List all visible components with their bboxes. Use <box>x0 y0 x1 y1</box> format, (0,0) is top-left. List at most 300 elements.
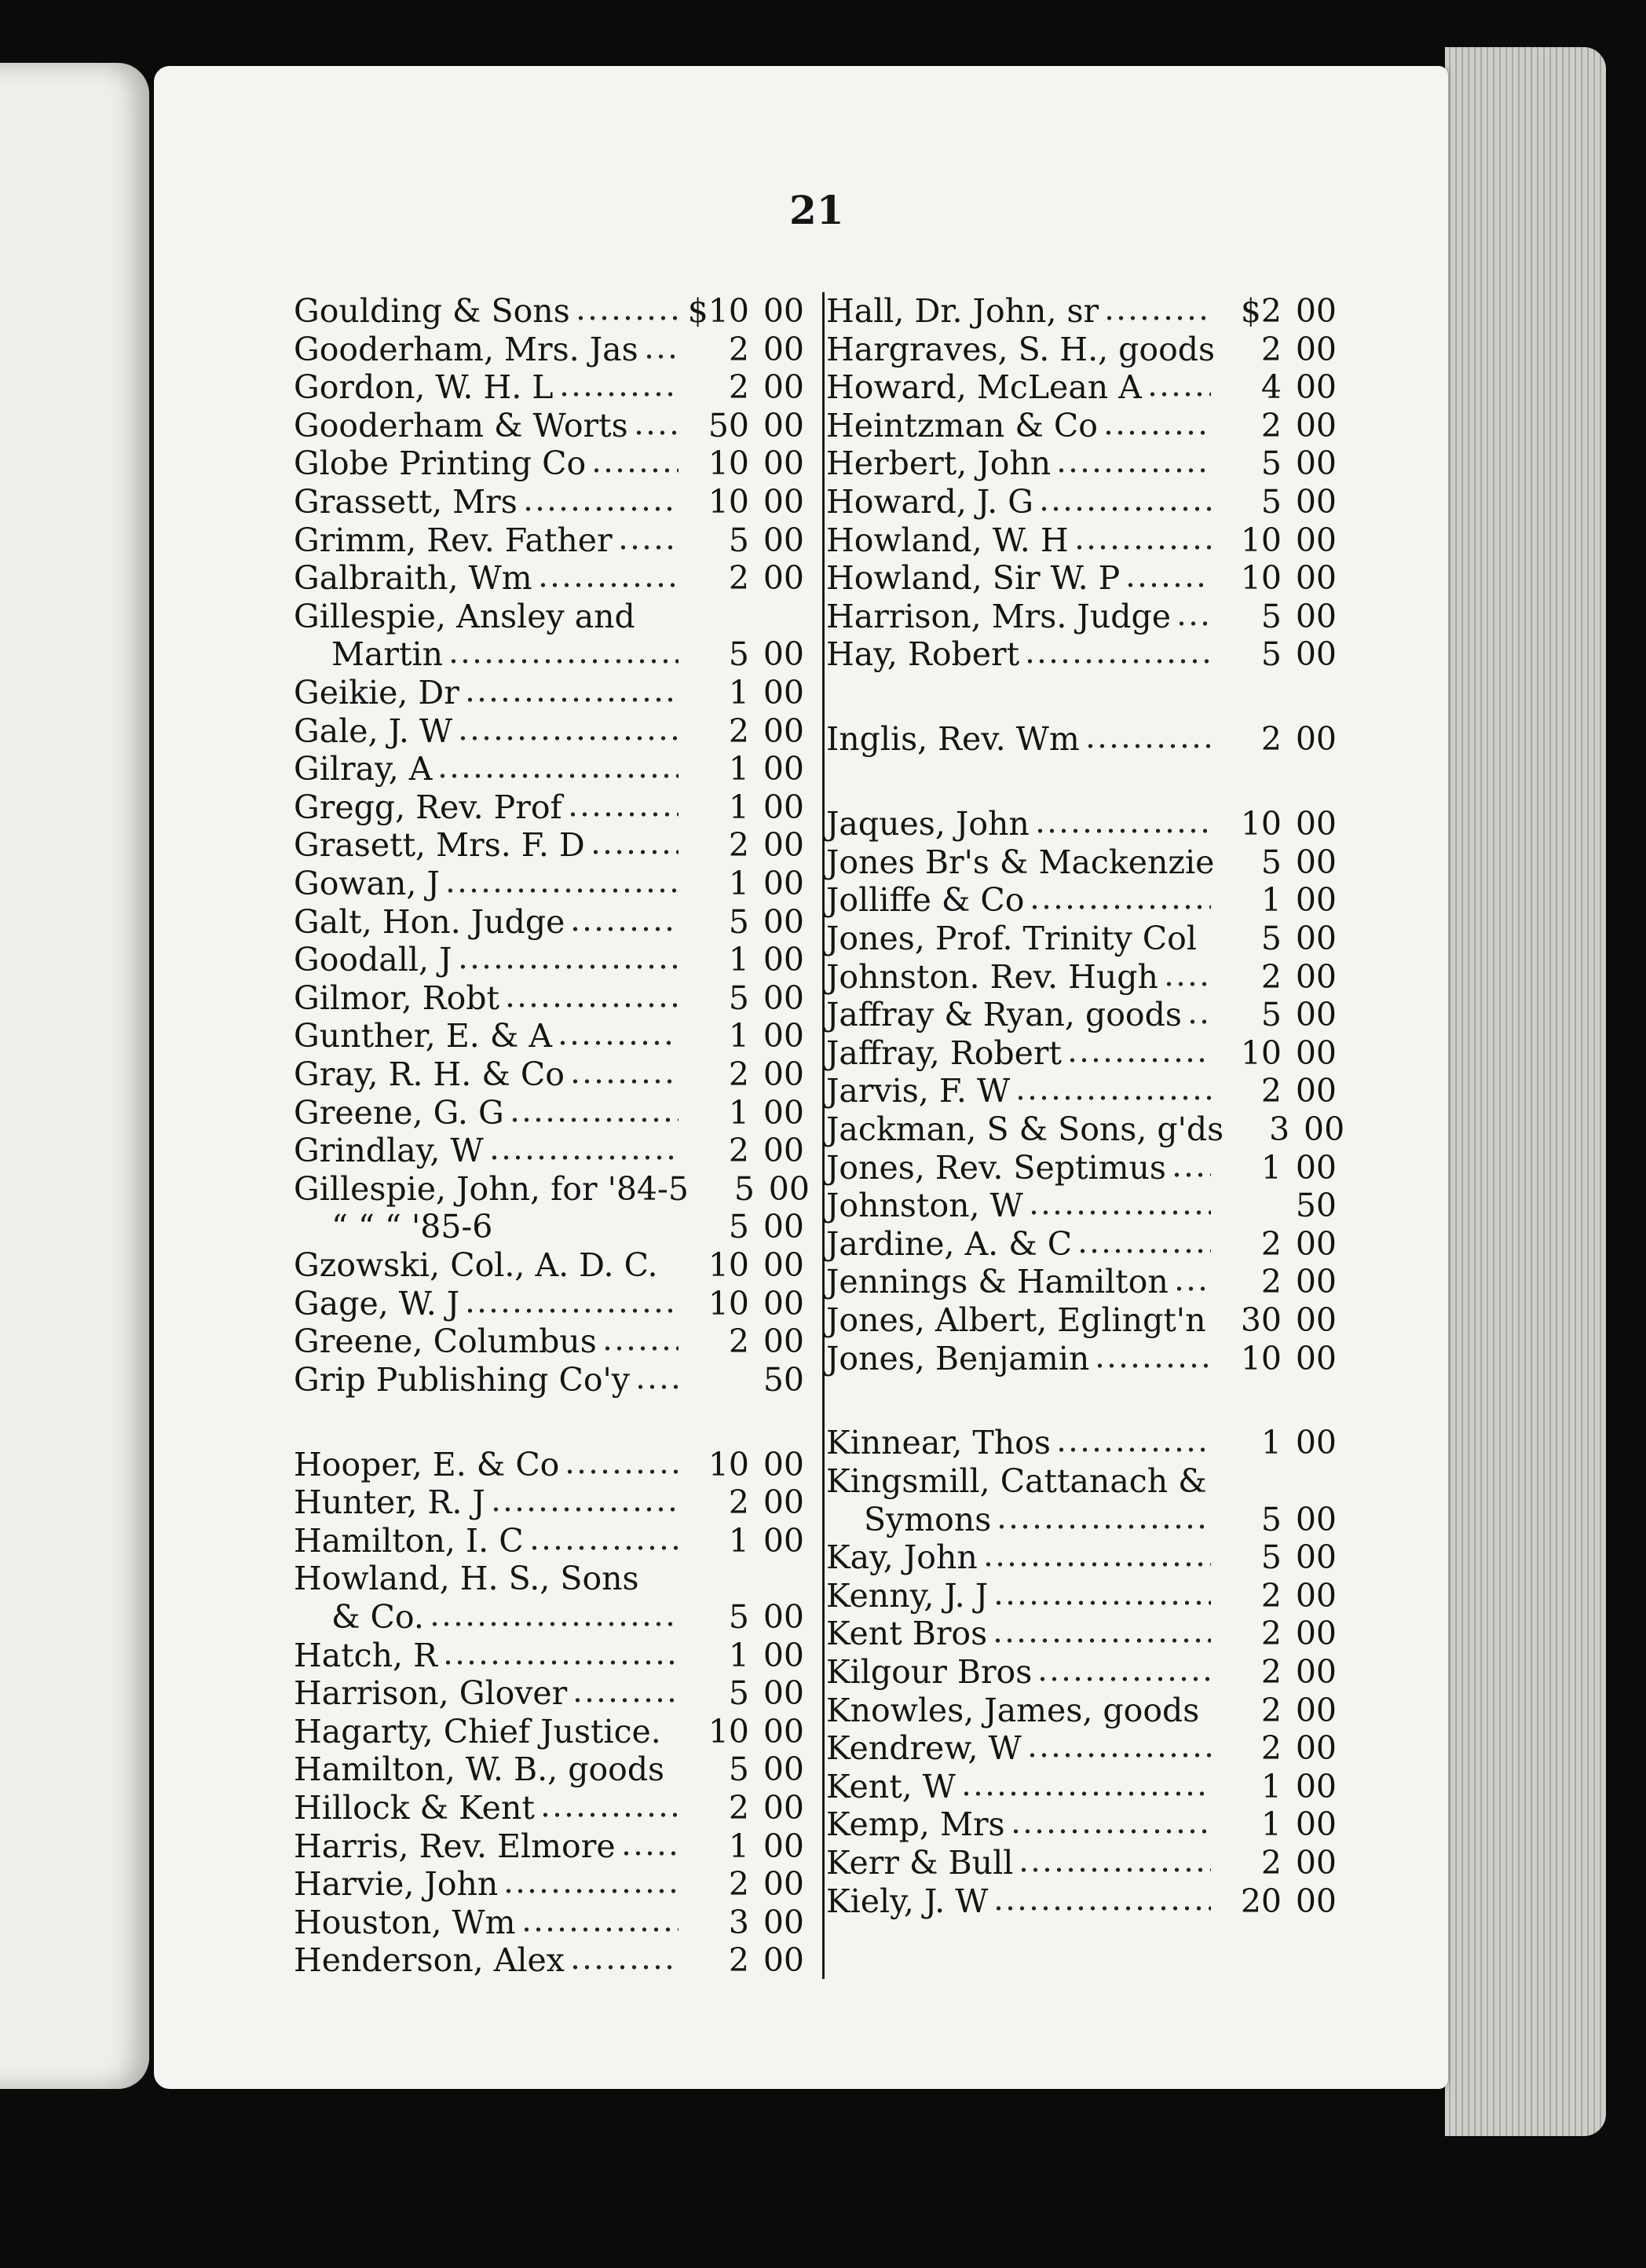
entry-name: Harvie, John <box>294 1865 499 1903</box>
amount-cents: 00 <box>763 1285 804 1322</box>
amount-cents: 00 <box>763 1904 804 1941</box>
dot-leader <box>1034 811 1211 835</box>
dot-leader <box>1037 1659 1211 1683</box>
dot-leader <box>620 1834 679 1857</box>
list-entry <box>826 1340 1337 1377</box>
list-entry <box>294 444 804 482</box>
list-entry <box>826 1882 1337 1920</box>
entry-name: Howard, McLean A <box>826 368 1142 406</box>
amount-cents: 00 <box>763 1789 804 1827</box>
amount-cents: 00 <box>763 1827 804 1865</box>
amount-cents: 00 <box>763 1637 804 1674</box>
amount-dollars: 2 <box>728 1865 749 1903</box>
dot-leader <box>442 1643 679 1666</box>
amount-dollars: 2 <box>728 559 749 597</box>
amount-cents: 00 <box>1295 1538 1337 1576</box>
list-entry <box>826 1424 1337 1461</box>
amount-dollars: 2 <box>728 368 749 406</box>
entry-name: Jones, Albert, Eglingt'n <box>826 1301 1206 1339</box>
amount-cents: 00 <box>1295 1805 1337 1843</box>
amount-dollars: 1 <box>728 865 749 902</box>
entry-name: & Co. <box>331 1598 424 1636</box>
list-entry <box>294 598 804 635</box>
dot-leader <box>558 375 679 398</box>
entry-name: Hamilton, I. C <box>294 1522 524 1560</box>
list-entry <box>294 1208 804 1246</box>
list-entry <box>294 750 804 788</box>
list-entry <box>826 1538 1337 1576</box>
list-entry <box>826 1501 1337 1538</box>
amount-cents: 00 <box>1295 1729 1337 1767</box>
amount-cents: 00 <box>1295 1301 1337 1339</box>
entry-name: Grip Publishing Co'y <box>294 1361 630 1399</box>
dot-leader <box>569 1062 679 1085</box>
amount-cents: 00 <box>763 1132 804 1169</box>
column-divider <box>822 292 825 1979</box>
amount-dollars: 2 <box>1260 1263 1282 1300</box>
list-entry <box>826 996 1337 1033</box>
amount-cents: 00 <box>1295 720 1337 758</box>
list-entry <box>294 1361 804 1399</box>
entry-name: Hagarty, Chief Justice. <box>294 1713 661 1750</box>
amount-dollars: 5 <box>1260 444 1282 482</box>
list-entry <box>826 1577 1337 1615</box>
dot-leader <box>509 1100 679 1124</box>
list-entry <box>826 1805 1337 1843</box>
list-entry <box>826 368 1337 406</box>
dot-leader <box>1103 298 1211 322</box>
entry-name: Galbraith, Wm <box>294 559 532 597</box>
amount-cents: 00 <box>1295 843 1337 881</box>
amount-cents: 00 <box>763 292 804 330</box>
dot-leader <box>1125 565 1211 589</box>
amount-dollars: 5 <box>1260 598 1282 635</box>
list-entry <box>826 1187 1337 1224</box>
dot-leader <box>1074 528 1211 551</box>
dot-leader <box>537 565 679 589</box>
amount-cents: 00 <box>1295 444 1337 482</box>
list-entry <box>826 1110 1345 1148</box>
amount-dollars: 5 <box>728 1750 749 1788</box>
amount-dollars: 2 <box>728 1483 749 1521</box>
amount-dollars: 5 <box>728 1208 749 1246</box>
list-entry <box>826 720 1337 758</box>
list-entry <box>294 865 804 902</box>
amount-dollars: 2 <box>1260 331 1282 368</box>
amount-dollars: 5 <box>1260 1538 1282 1576</box>
amount-cents: 00 <box>763 1055 804 1093</box>
list-entry <box>294 1322 804 1360</box>
amount-cents: 00 <box>1295 1615 1337 1652</box>
entry-name: Howland, Sir W. P <box>826 559 1121 597</box>
entry-name: Globe Printing Co <box>294 444 587 482</box>
amount-cents: 00 <box>1295 996 1337 1033</box>
list-entry <box>826 598 1337 635</box>
entry-name: Houston, Wm <box>294 1904 516 1941</box>
amount-cents: 00 <box>763 1713 804 1750</box>
amount-dollars: 5 <box>1260 843 1282 881</box>
dot-leader <box>1077 1231 1211 1255</box>
amount-cents: 00 <box>763 1446 804 1483</box>
amount-cents: 00 <box>763 331 804 368</box>
list-entry <box>294 1132 804 1169</box>
amount-dollars: 1 <box>1260 1149 1282 1187</box>
amount-cents: 00 <box>1295 1263 1337 1300</box>
list-entry <box>294 1285 804 1322</box>
amount-dollars: 5 <box>728 903 749 941</box>
entry-name: Gregg, Rev. Prof <box>294 788 562 826</box>
amount-cents: 00 <box>1295 1692 1337 1729</box>
amount-cents: 00 <box>1295 920 1337 957</box>
list-entry <box>294 903 804 941</box>
amount-dollars: 1 <box>728 1522 749 1560</box>
amount-cents: 00 <box>763 1522 804 1560</box>
amount-dollars: 2 <box>1260 407 1282 444</box>
amount-cents: 00 <box>763 635 804 673</box>
entry-name: Gordon, W. H. L <box>294 368 554 406</box>
amount-cents: 00 <box>763 444 804 482</box>
amount-dollars: 5 <box>728 1598 749 1636</box>
list-entry <box>294 788 804 826</box>
list-entry <box>826 1729 1337 1767</box>
amount-cents: 00 <box>763 1322 804 1360</box>
list-entry <box>294 674 804 711</box>
amount-dollars: 50 <box>708 407 749 444</box>
entry-name: Henderson, Alex <box>294 1941 565 1979</box>
amount-cents: 00 <box>763 712 804 750</box>
dot-leader <box>635 1367 679 1391</box>
entry-name: Hooper, E. & Co <box>294 1446 560 1483</box>
amount-dollars: 5 <box>1260 1501 1282 1538</box>
amount-dollars: 2 <box>1260 1072 1282 1110</box>
amount-dollars: 1 <box>728 750 749 788</box>
amount-cents: 00 <box>763 826 804 864</box>
dot-leader <box>1094 1346 1211 1370</box>
dot-leader <box>1055 451 1211 474</box>
amount-cents: 00 <box>763 788 804 826</box>
entry-name: Kiely, J. W <box>826 1882 989 1920</box>
dot-leader <box>521 1910 679 1933</box>
amount-cents: 00 <box>1295 1149 1337 1187</box>
entry-name: Inglis, Rev. Wm <box>826 720 1080 758</box>
list-entry <box>826 958 1337 996</box>
amount-dollars: 2 <box>1260 1653 1282 1691</box>
entry-name: Gowan, J <box>294 865 440 902</box>
list-entry <box>294 1827 804 1865</box>
entry-name: Kingsmill, Cattanach & <box>826 1462 1207 1500</box>
dot-leader <box>504 986 679 1009</box>
amount-cents: 00 <box>763 559 804 597</box>
amount-cents: 00 <box>763 368 804 406</box>
dot-leader <box>982 1545 1211 1568</box>
entry-name: Hatch, R <box>294 1637 437 1674</box>
dot-leader <box>996 1507 1211 1531</box>
dot-leader <box>488 1138 679 1161</box>
dot-leader <box>1171 1155 1211 1179</box>
list-entry <box>294 1789 804 1827</box>
list-entry <box>826 331 1337 368</box>
list-entry <box>826 1034 1337 1072</box>
entry-name: Greene, G. G <box>294 1094 504 1132</box>
entry-name: Gilmor, Robt <box>294 979 499 1017</box>
list-entry <box>294 826 804 864</box>
entry-name: Grimm, Rev. Father <box>294 521 613 559</box>
page-number: 21 <box>789 187 844 233</box>
amount-dollars: 1 <box>728 674 749 711</box>
amount-cents: 00 <box>1295 559 1337 597</box>
amount-dollars: 5 <box>728 521 749 559</box>
entry-name: Hillock & Kent <box>294 1789 535 1827</box>
entry-name: Kinnear, Thos <box>826 1424 1051 1461</box>
dot-leader <box>557 1023 679 1047</box>
amount-dollars: 2 <box>1260 958 1282 996</box>
list-entry <box>826 1225 1337 1263</box>
amount-dollars: $2 <box>1240 292 1282 330</box>
dot-leader <box>617 528 679 551</box>
amount-dollars: 2 <box>728 331 749 368</box>
amount-dollars: 1 <box>1260 881 1282 919</box>
amount-cents: 00 <box>763 1246 804 1284</box>
entry-name: Jarvis, F. W <box>826 1072 1011 1110</box>
amount-dollars: 5 <box>728 635 749 673</box>
list-entry <box>826 635 1337 673</box>
amount-dollars: 10 <box>708 1285 749 1322</box>
dot-leader <box>1173 1269 1211 1293</box>
entry-name: Jones, Prof. Trinity Col <box>826 920 1197 957</box>
list-entry <box>826 1462 1337 1500</box>
amount-dollars: $10 <box>687 292 749 330</box>
dot-leader <box>1015 1078 1211 1102</box>
amount-cents: 00 <box>763 1208 804 1246</box>
amount-dollars: 2 <box>1260 1577 1282 1615</box>
entry-name: Greene, Columbus <box>294 1322 597 1360</box>
entry-name: Kent, W <box>826 1768 956 1805</box>
dot-leader <box>1029 887 1211 911</box>
list-entry <box>294 712 804 750</box>
list-entry <box>294 1941 804 1979</box>
amount-cents: 00 <box>1295 1340 1337 1377</box>
list-entry <box>826 920 1337 957</box>
entry-name: Martin <box>331 635 444 673</box>
amount-cents: 00 <box>1295 292 1337 330</box>
list-entry <box>294 1522 804 1560</box>
entry-name: Hall, Dr. John, sr <box>826 292 1099 330</box>
list-entry <box>826 559 1337 597</box>
amount-dollars: 1 <box>1260 1768 1282 1805</box>
entry-name: Grassett, Mrs <box>294 483 518 521</box>
entry-name: Grindlay, W <box>294 1132 484 1169</box>
entry-name: Kenny, J. J <box>826 1577 989 1615</box>
dot-leader <box>567 795 679 818</box>
dot-leader <box>1024 642 1211 665</box>
list-entry <box>294 1094 804 1132</box>
list-entry <box>826 521 1337 559</box>
dot-leader <box>457 719 679 742</box>
amount-dollars: 2 <box>728 826 749 864</box>
list-entry <box>294 521 804 559</box>
amount-cents: 00 <box>1295 1424 1337 1461</box>
amount-cents: 50 <box>1295 1187 1337 1224</box>
entry-name: Jones Br's & Mackenzie <box>826 843 1215 881</box>
entry-name: Jolliffe & Co <box>826 881 1025 919</box>
entry-name: Jennings & Hamilton <box>826 1263 1169 1300</box>
amount-dollars: 2 <box>1260 1729 1282 1767</box>
entry-name: Kerr & Bull <box>826 1844 1014 1882</box>
dot-leader <box>1026 1736 1211 1759</box>
list-entry <box>294 1055 804 1093</box>
list-entry <box>826 1301 1337 1339</box>
dot-leader <box>992 1621 1211 1644</box>
dot-leader <box>1028 1193 1211 1216</box>
entry-name: Kemp, Mrs <box>826 1805 1005 1843</box>
entry-name: Gunther, E. & A <box>294 1017 553 1055</box>
list-entry <box>294 1560 804 1597</box>
entry-name: Johnston, W <box>826 1187 1023 1224</box>
amount-dollars: 4 <box>1260 368 1282 406</box>
list-entry <box>294 559 804 597</box>
list-entry <box>294 331 804 368</box>
entry-name: Howland, H. S., Sons <box>294 1560 639 1597</box>
amount-cents: 00 <box>1295 521 1337 559</box>
dot-leader <box>1163 964 1211 988</box>
amount-cents: 00 <box>763 1941 804 1979</box>
entry-name: Galt, Hon. Judge <box>294 903 565 941</box>
amount-cents: 00 <box>1295 407 1337 444</box>
entry-name: Jackman, S & Sons, g'ds <box>826 1110 1224 1148</box>
amount-cents: 00 <box>763 865 804 902</box>
amount-cents: 00 <box>1295 598 1337 635</box>
amount-cents: 00 <box>1295 1577 1337 1615</box>
amount-cents: 00 <box>763 521 804 559</box>
dot-leader <box>448 642 679 665</box>
entry-name: Gage, W. J <box>294 1285 460 1322</box>
list-entry <box>294 1713 804 1750</box>
entry-name: Hamilton, W. B., goods <box>294 1750 665 1788</box>
amount-dollars: 2 <box>728 1055 749 1093</box>
dot-leader <box>529 1528 679 1552</box>
list-entry <box>826 444 1337 482</box>
entry-name: Hunter, R. J <box>294 1483 485 1521</box>
entry-name: Jones, Benjamin <box>826 1340 1090 1377</box>
amount-cents: 00 <box>763 1094 804 1132</box>
amount-dollars: 2 <box>728 1132 749 1169</box>
amount-dollars: 2 <box>1260 720 1282 758</box>
entry-name: Goulding & Sons <box>294 292 570 330</box>
amount-cents: 00 <box>1295 1072 1337 1110</box>
dot-leader <box>1187 1002 1211 1026</box>
entry-name: Jaques, John <box>826 805 1030 843</box>
amount-cents: 00 <box>768 1170 810 1208</box>
amount-dollars: 30 <box>1240 1301 1282 1339</box>
list-entry <box>826 843 1337 881</box>
amount-cents: 00 <box>763 407 804 444</box>
amount-cents: 00 <box>1295 1225 1337 1263</box>
amount-dollars: 20 <box>1240 1882 1282 1920</box>
entry-name: Howard, J. G <box>826 483 1033 521</box>
entry-name: Gooderham & Worts <box>294 407 628 444</box>
amount-dollars: 2 <box>1260 1615 1282 1652</box>
amount-cents: 00 <box>1295 805 1337 843</box>
entry-name: Grasett, Mrs. F. D <box>294 826 585 864</box>
list-entry <box>826 1072 1337 1110</box>
entry-name: Knowles, James, goods <box>826 1692 1200 1729</box>
amount-dollars: 2 <box>1260 1844 1282 1882</box>
amount-dollars: 10 <box>708 1246 749 1284</box>
list-entry <box>826 881 1337 919</box>
dot-leader <box>1018 1850 1211 1874</box>
amount-cents: 00 <box>1295 368 1337 406</box>
list-entry <box>294 368 804 406</box>
dot-leader <box>437 756 679 780</box>
amount-dollars: 5 <box>1260 483 1282 521</box>
dot-leader <box>564 1452 679 1476</box>
dot-leader <box>540 1795 679 1819</box>
dot-leader <box>464 1291 679 1315</box>
dot-leader <box>993 1889 1211 1912</box>
amount-cents: 00 <box>1295 483 1337 521</box>
entry-name: Jaffray & Ryan, goods <box>826 996 1182 1033</box>
dot-leader <box>569 909 679 933</box>
entry-name: Symons <box>864 1501 992 1538</box>
entry-name: Gillespie, John, for '84-5 <box>294 1170 689 1208</box>
dot-leader <box>444 871 679 894</box>
entry-name: Harrison, Glover <box>294 1674 568 1712</box>
list-entry <box>294 483 804 521</box>
list-entry <box>294 1750 804 1788</box>
amount-cents: 00 <box>763 1017 804 1055</box>
amount-dollars: 5 <box>1260 920 1282 957</box>
amount-cents: 00 <box>763 483 804 521</box>
list-entry <box>294 941 804 979</box>
amount-dollars: 5 <box>733 1170 755 1208</box>
dot-leader <box>1038 489 1211 513</box>
list-entry <box>826 1263 1337 1300</box>
dot-leader <box>1085 726 1211 750</box>
amount-dollars: 1 <box>728 1827 749 1865</box>
amount-dollars: 1 <box>728 788 749 826</box>
list-entry <box>294 1865 804 1903</box>
amount-dollars: 5 <box>1260 635 1282 673</box>
amount-dollars: 5 <box>728 979 749 1017</box>
entry-name: Heintzman & Co <box>826 407 1098 444</box>
entry-name: Kilgour Bros <box>826 1653 1033 1691</box>
amount-dollars: 1 <box>728 1637 749 1674</box>
dot-leader <box>1176 604 1211 627</box>
list-entry <box>826 407 1337 444</box>
amount-cents: 50 <box>763 1361 804 1399</box>
amount-dollars: 10 <box>708 1713 749 1750</box>
amount-cents: 00 <box>763 941 804 979</box>
entry-name: Gray, R. H. & Co <box>294 1055 565 1093</box>
amount-cents: 00 <box>763 1750 804 1788</box>
amount-cents: 00 <box>1295 1768 1337 1805</box>
entry-name: Gale, J. W <box>294 712 453 750</box>
entry-name: Gillespie, Ansley and <box>294 598 635 635</box>
amount-cents: 00 <box>1295 1501 1337 1538</box>
dot-leader <box>590 832 679 856</box>
left-page-edge <box>0 63 149 2089</box>
list-entry <box>826 1149 1337 1187</box>
dot-leader <box>643 337 679 360</box>
dot-leader <box>1147 375 1211 398</box>
entry-name: Kent Bros <box>826 1615 988 1652</box>
amount-cents: 00 <box>763 979 804 1017</box>
amount-dollars: 1 <box>1260 1805 1282 1843</box>
dot-leader <box>591 451 679 474</box>
amount-dollars: 3 <box>1269 1110 1290 1148</box>
entry-name: Harrison, Mrs. Judge <box>826 598 1171 635</box>
amount-dollars: 2 <box>728 1789 749 1827</box>
